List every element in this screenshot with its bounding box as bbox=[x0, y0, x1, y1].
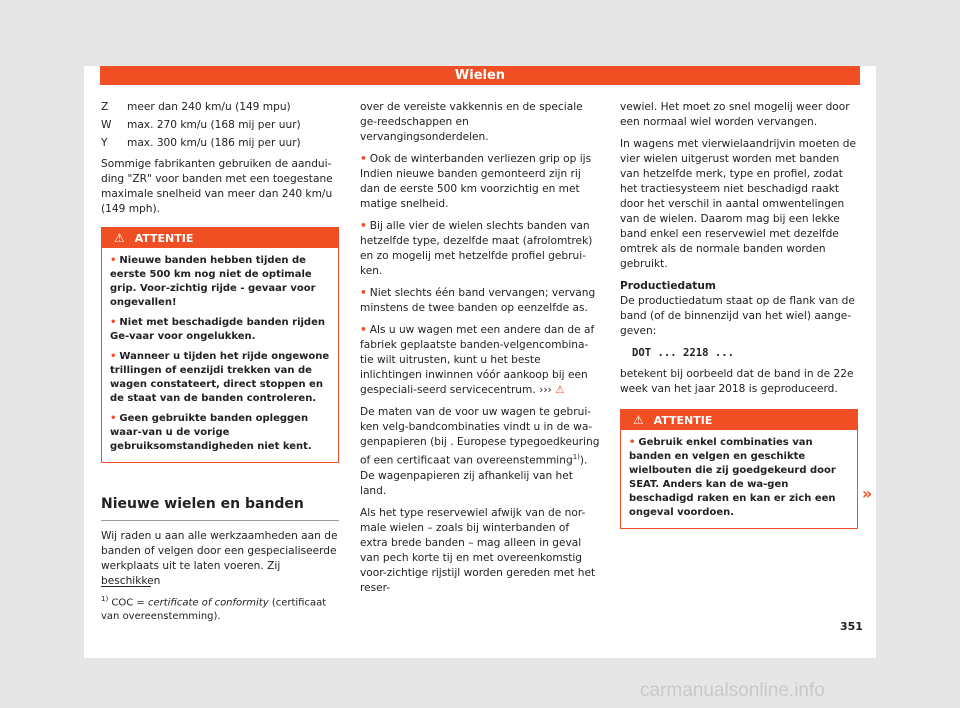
warning-triangle-icon: ⚠ bbox=[633, 413, 644, 427]
column-1 bbox=[101, 100, 339, 596]
bullet-icon: • bbox=[360, 287, 367, 299]
paragraph: Als het type reservewiel afwijk van de nor-male wielen – zoals bij winterbanden of extra brede banden – mag alleen in geval van pech korte tij en met overeenkomstig voor-zichtige rijstijl worden gereden met het reser- bbox=[360, 506, 596, 594]
bullet-icon: • bbox=[360, 153, 367, 165]
warning-header bbox=[102, 228, 338, 248]
footnote-mark: 1) bbox=[101, 595, 109, 603]
warning-item-text: Nieuwe banden hebben tijden de eerste 500 km nog niet de optimale grip. Voor-zichtig rijde - gevaar voor ongevallen! bbox=[110, 255, 316, 308]
warning-label: ATTENTIE bbox=[653, 414, 713, 427]
warning-body bbox=[102, 248, 338, 462]
footnote-italic: certificate of conformity bbox=[147, 597, 269, 609]
watermark: carmanualsonline.info bbox=[640, 680, 825, 701]
speed-row bbox=[101, 136, 339, 151]
warning-label: ATTENTIE bbox=[134, 232, 194, 245]
bullet-text: Niet slechts één band vervangen; vervang minstens de twee banden op eenzelfde as. bbox=[360, 287, 596, 314]
bullet-icon: • bbox=[110, 255, 117, 266]
continue-marker[interactable]: » bbox=[862, 484, 873, 503]
column-3 bbox=[620, 100, 858, 529]
speed-symbol: W bbox=[101, 119, 112, 131]
warning-body bbox=[621, 430, 857, 528]
footnote-text: COC = bbox=[108, 597, 148, 609]
paragraph: vewiel. Het moet zo snel mogelij weer door een normaal wiel worden vervangen. bbox=[620, 101, 850, 128]
warning-box bbox=[620, 409, 858, 529]
speed-text: max. 270 km/u (168 mij per uur) bbox=[127, 119, 301, 131]
chapter-header: Wielen bbox=[100, 66, 860, 85]
speed-text: meer dan 240 km/u (149 mpu) bbox=[127, 101, 291, 113]
bullet-icon: • bbox=[110, 351, 117, 362]
paragraph: Sommige fabrikanten gebruiken de aandui-ding "ZR" voor banden met een toegestane maximale snelheid van meer dan 240 km/u (149 mph). bbox=[101, 158, 333, 215]
paragraph: De productiedatum staat op de flank van de band (of de binnenzijd van het wiel) aange-geven: bbox=[620, 295, 855, 337]
warning-item bbox=[110, 350, 330, 406]
paragraph-text: ). De wagenpapieren zij afhankelij van het land. bbox=[360, 454, 588, 497]
warning-item-text: Gebruik enkel combinaties van banden en velgen en geschikte wielbouten die zij goedgekeurd door SEAT. Anders kan de wa-gen beschadigd raken en kan er zich een ongeval voordoen. bbox=[629, 437, 836, 518]
bullet-icon: • bbox=[110, 317, 117, 328]
paragraph: Wij raden u aan alle werkzaamheden aan de banden of velgen door een gespecialiseerde werkplaats uit te laten voeren. Zij beschikken bbox=[101, 530, 338, 587]
paragraph-text: De maten van de voor uw wagen te gebrui-ken velg-bandcombinaties vindt u in de wa-genpapieren (bij . Europese typegoedkeuring of een certificaat van overeenstemming bbox=[360, 406, 600, 467]
bullet-text: Bij alle vier de wielen slechts banden van hetzelfde type, dezelfde maat (afrolomtrek) en zo mogelij met hetzelfde profiel gebrui-ken. bbox=[360, 220, 593, 277]
warning-item-text: Geen gebruikte banden opleggen waar-van u de vorige gebruiksomstandigheden niet kent. bbox=[110, 413, 312, 452]
warning-item bbox=[110, 316, 330, 344]
bullet-item bbox=[360, 323, 600, 398]
column-2 bbox=[360, 100, 600, 603]
paragraph: over de vereiste vakkennis en de speciale ge-reedschappen en vervangingsonderdelen. bbox=[360, 101, 583, 143]
bullet-icon: • bbox=[110, 413, 117, 424]
section-title: Nieuwe wielen en banden bbox=[101, 497, 339, 521]
paragraph: betekent bij oorbeeld dat de band in de 22e week van het jaar 2018 is geproduceerd. bbox=[620, 368, 854, 395]
bullet-text: Ook de winterbanden verliezen grip op ijs Indien nieuwe banden gemonteerd zijn rij dan de eerste 500 km voorzichtig en met matige snelheid. bbox=[360, 153, 592, 210]
bullet-item bbox=[360, 286, 600, 316]
footnote bbox=[101, 592, 339, 624]
speed-text: max. 300 km/u (186 mij per uur) bbox=[127, 137, 301, 149]
warning-item-text: Niet met beschadigde banden rijden Ge-vaar voor ongelukken. bbox=[110, 317, 325, 342]
warning-triangle-icon: ⚠ bbox=[114, 231, 125, 245]
footnote-ref[interactable]: 1) bbox=[572, 453, 580, 461]
warning-item bbox=[110, 254, 330, 310]
bullet-icon: • bbox=[360, 324, 367, 336]
speed-symbol: Z bbox=[101, 101, 109, 113]
warning-item bbox=[110, 412, 330, 454]
footnote-text: (certificaat van overeenstemming). bbox=[101, 597, 327, 623]
paragraph: In wagens met vierwielaandrijvin moeten de vier wielen uitgerust worden met banden van hetzelfde merk, type en profiel, zodat het tractiesysteem niet beschadigd raakt door het verschil in aantal omwentelingen van de wielen. Daarom mag bij een lekke band enkel een reservewiel met dezelfde omtrek als de normale banden worden gebruikt. bbox=[620, 138, 856, 270]
warning-header bbox=[621, 410, 857, 430]
warning-item bbox=[629, 436, 849, 520]
paragraph bbox=[360, 405, 600, 499]
bullet-text: Als u uw wagen met een andere dan de af fabriek geplaatste banden-velgencombina-tie wilt uitrusten, kunt u het beste inlichtingen inwinnen vóór aankoop bij een gespeciali-seerd servicecentrum. bbox=[360, 324, 595, 396]
subheading: Productiedatum bbox=[620, 280, 716, 292]
page-number: 351 bbox=[840, 620, 863, 633]
speed-row bbox=[101, 118, 339, 133]
warning-box bbox=[101, 227, 339, 463]
more-marker: ››› bbox=[539, 384, 552, 396]
warning-item-text: Wanneer u tijden het rijde ongewone trillingen of eenzijdi trekken van de wagen constateert, direct stoppen en de staat van de banden controleren. bbox=[110, 351, 330, 404]
dot-code: DOT ... 2218 ... bbox=[632, 347, 735, 359]
bullet-icon: • bbox=[629, 437, 636, 448]
bullet-item bbox=[360, 152, 600, 212]
speed-symbol: Y bbox=[101, 137, 108, 149]
warning-triangle-icon[interactable]: ⚠ bbox=[555, 384, 565, 396]
footnote-divider bbox=[101, 586, 151, 587]
bullet-item bbox=[360, 219, 600, 279]
bullet-icon: • bbox=[360, 220, 367, 232]
speed-row bbox=[101, 100, 339, 115]
